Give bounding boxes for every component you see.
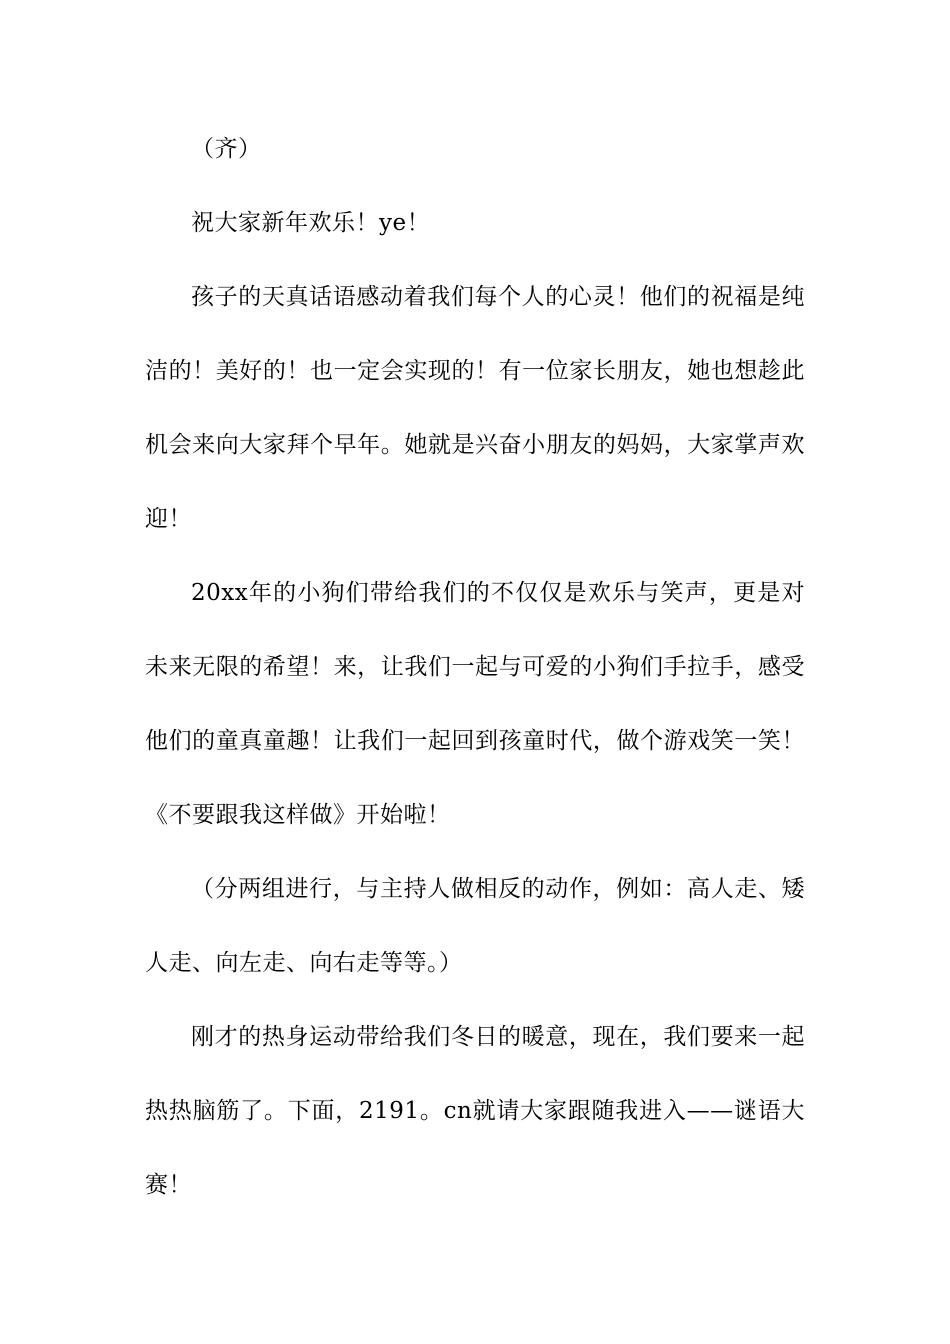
paragraph-new-year-wish: 祝大家新年欢乐！ye！ bbox=[191, 210, 431, 236]
paragraph-children-blessing: 孩子的天真话语感动着我们每个人的心灵！他们的祝福是纯洁的！美好的！也一定会实现的！有一位家长朋友，她也想趁此机会来向大家拜个早年。她就是兴奋小朋友的妈妈，大家掌声欢迎！ bbox=[145, 284, 805, 532]
paragraph-game-rules: （分两组进行，与主持人做相反的动作，例如：高人走、矮人走、向左走、向右走等等。） bbox=[145, 876, 805, 976]
paragraph-riddle-contest: 刚才的热身运动带给我们冬日的暖意，现在，我们要来一起热热脑筋了。下面，2191。cn就请大家跟随我进入——谜语大赛！ bbox=[145, 1024, 805, 1198]
paragraph-puppies-game: 20xx年的小狗们带给我们的不仅仅是欢乐与笑声，更是对未来无限的希望！来，让我们一起与可爱的小狗们手拉手，感受他们的童真童趣！让我们一起回到孩童时代，做个游戏笑一笑！《不要跟我这样做》开始啦！ bbox=[145, 580, 805, 828]
document-body bbox=[145, 112, 805, 1222]
paragraph-qi: （齐） bbox=[191, 136, 262, 162]
